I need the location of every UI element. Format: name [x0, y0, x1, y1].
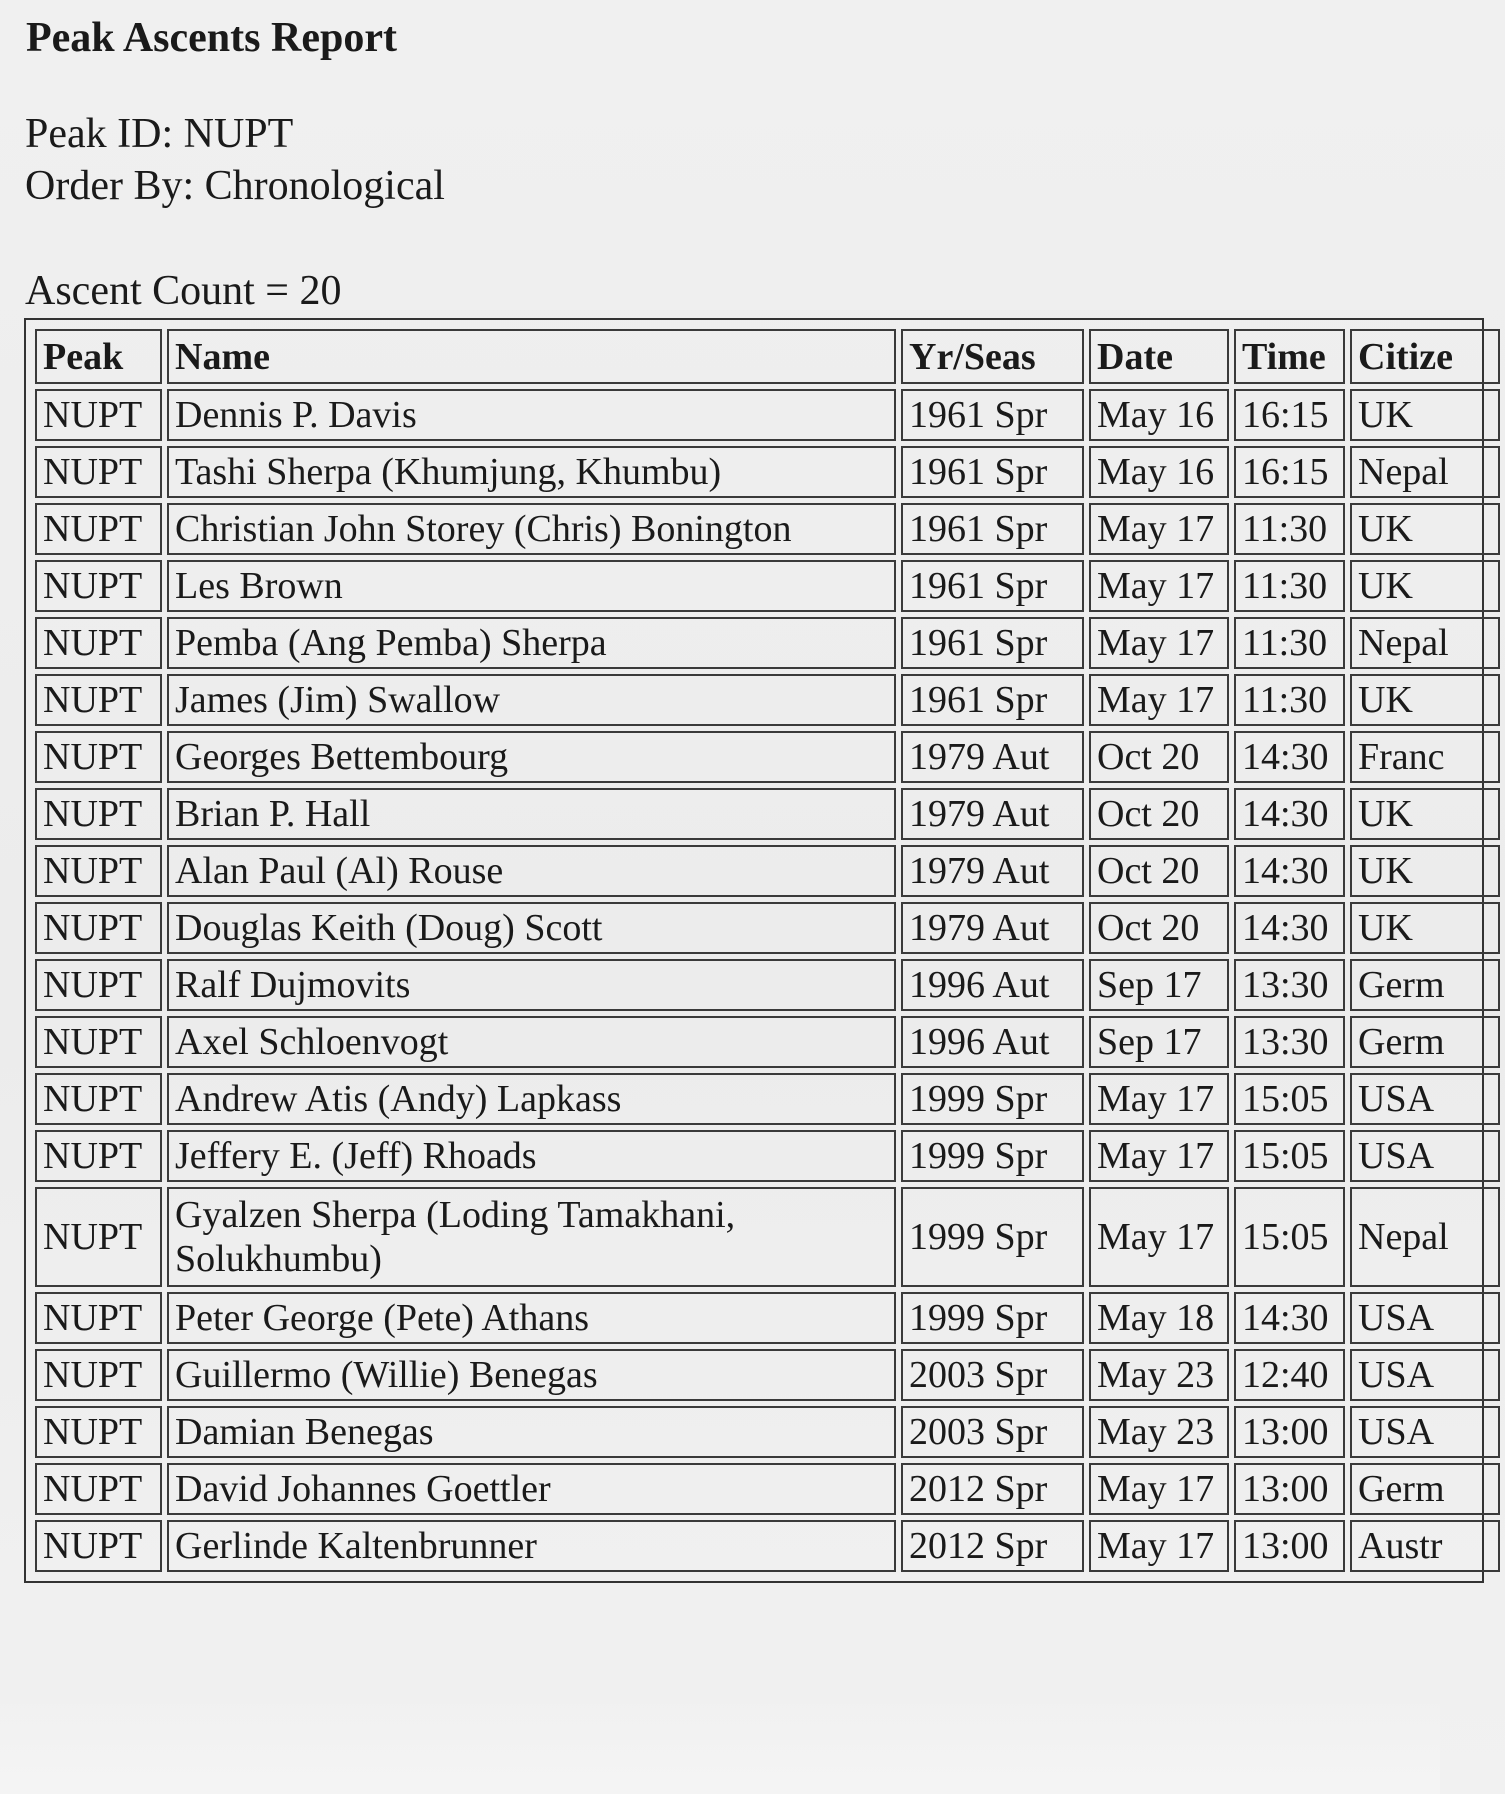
cell-date: Oct 20 — [1089, 788, 1229, 840]
table-header-row — [35, 329, 1500, 384]
cell-yr-seas: 1979 Aut — [901, 902, 1084, 954]
cell-time: 14:30 — [1234, 788, 1345, 840]
cell-date: May 17 — [1089, 674, 1229, 726]
cell-peak: NUPT — [35, 959, 162, 1011]
cell-date: May 23 — [1089, 1349, 1229, 1401]
cell-name: Alan Paul (Al) Rouse — [167, 845, 896, 897]
cell-citizenship: USA — [1350, 1349, 1500, 1401]
table-row — [35, 674, 1500, 726]
cell-time: 14:30 — [1234, 731, 1345, 783]
header-citizenship: Citize — [1350, 329, 1500, 384]
header-yr-seas: Yr/Seas — [901, 329, 1084, 384]
cell-peak: NUPT — [35, 389, 162, 441]
report-title: Peak Ascents Report — [26, 15, 397, 61]
cell-yr-seas: 1996 Aut — [901, 1016, 1084, 1068]
cell-peak: NUPT — [35, 1463, 162, 1515]
cell-yr-seas: 1961 Spr — [901, 446, 1084, 498]
cell-peak: NUPT — [35, 617, 162, 669]
cell-time: 16:15 — [1234, 446, 1345, 498]
cell-name: David Johannes Goettler — [167, 1463, 896, 1515]
ascent-count-line: Ascent Count = 20 — [25, 268, 342, 314]
cell-citizenship: UK — [1350, 788, 1500, 840]
cell-citizenship: Austr — [1350, 1520, 1500, 1572]
cell-name: Andrew Atis (Andy) Lapkass — [167, 1073, 896, 1125]
cell-citizenship: UK — [1350, 389, 1500, 441]
cell-yr-seas: 1979 Aut — [901, 845, 1084, 897]
header-date: Date — [1089, 329, 1229, 384]
cell-yr-seas: 1961 Spr — [901, 560, 1084, 612]
cell-citizenship: Nepal — [1350, 617, 1500, 669]
cell-yr-seas: 1996 Aut — [901, 959, 1084, 1011]
table-row — [35, 446, 1500, 498]
cell-date: May 17 — [1089, 1073, 1229, 1125]
cell-yr-seas: 1961 Spr — [901, 389, 1084, 441]
table-row — [35, 1463, 1500, 1515]
cell-time: 11:30 — [1234, 560, 1345, 612]
header-peak: Peak — [35, 329, 162, 384]
cell-citizenship: UK — [1350, 503, 1500, 555]
cell-time: 13:30 — [1234, 1016, 1345, 1068]
cell-time: 11:30 — [1234, 617, 1345, 669]
cell-date: May 17 — [1089, 1463, 1229, 1515]
table-row — [35, 1292, 1500, 1344]
cell-date: May 23 — [1089, 1406, 1229, 1458]
cell-name: Guillermo (Willie) Benegas — [167, 1349, 896, 1401]
cell-date: Oct 20 — [1089, 902, 1229, 954]
cell-name: Georges Bettembourg — [167, 731, 896, 783]
cell-time: 11:30 — [1234, 674, 1345, 726]
cell-name: Jeffery E. (Jeff) Rhoads — [167, 1130, 896, 1182]
cell-citizenship: Franc — [1350, 731, 1500, 783]
cell-citizenship: Germ — [1350, 1016, 1500, 1068]
cell-yr-seas: 1999 Spr — [901, 1187, 1084, 1287]
cell-citizenship: USA — [1350, 1073, 1500, 1125]
cell-name: Gerlinde Kaltenbrunner — [167, 1520, 896, 1572]
cell-yr-seas: 2012 Spr — [901, 1463, 1084, 1515]
cell-time: 13:00 — [1234, 1520, 1345, 1572]
cell-name: Gyalzen Sherpa (Loding Tamakhani, Solukhumbu) — [167, 1187, 896, 1287]
table-row — [35, 1406, 1500, 1458]
cell-citizenship: USA — [1350, 1130, 1500, 1182]
cell-citizenship: Nepal — [1350, 1187, 1500, 1287]
cell-peak: NUPT — [35, 1130, 162, 1182]
cell-peak: NUPT — [35, 731, 162, 783]
cell-citizenship: Nepal — [1350, 446, 1500, 498]
cell-peak: NUPT — [35, 446, 162, 498]
cell-date: May 17 — [1089, 560, 1229, 612]
cell-time: 14:30 — [1234, 1292, 1345, 1344]
cell-peak: NUPT — [35, 845, 162, 897]
table-row — [35, 788, 1500, 840]
cell-peak: NUPT — [35, 1187, 162, 1287]
header-name: Name — [167, 329, 896, 384]
table-row — [35, 1130, 1500, 1182]
cell-yr-seas: 1999 Spr — [901, 1130, 1084, 1182]
cell-time: 15:05 — [1234, 1187, 1345, 1287]
cell-time: 14:30 — [1234, 845, 1345, 897]
cell-yr-seas: 1999 Spr — [901, 1292, 1084, 1344]
order-by-line: Order By: Chronological — [25, 163, 445, 209]
table-row — [35, 560, 1500, 612]
cell-peak: NUPT — [35, 1349, 162, 1401]
cell-time: 11:30 — [1234, 503, 1345, 555]
cell-name: Christian John Storey (Chris) Bonington — [167, 503, 896, 555]
cell-citizenship: Germ — [1350, 959, 1500, 1011]
cell-yr-seas: 2012 Spr — [901, 1520, 1084, 1572]
cell-peak: NUPT — [35, 1016, 162, 1068]
table-row — [35, 845, 1500, 897]
cell-name: Dennis P. Davis — [167, 389, 896, 441]
table-row — [35, 617, 1500, 669]
cell-time: 15:05 — [1234, 1073, 1345, 1125]
table-row — [35, 1187, 1500, 1287]
cell-date: Oct 20 — [1089, 845, 1229, 897]
peak-id-line: Peak ID: NUPT — [25, 111, 294, 157]
table-row — [35, 902, 1500, 954]
cell-peak: NUPT — [35, 560, 162, 612]
cell-time: 13:00 — [1234, 1463, 1345, 1515]
cell-time: 13:30 — [1234, 959, 1345, 1011]
cell-time: 16:15 — [1234, 389, 1345, 441]
cell-citizenship: UK — [1350, 845, 1500, 897]
cell-citizenship: Germ — [1350, 1463, 1500, 1515]
cell-date: Sep 17 — [1089, 959, 1229, 1011]
cell-date: May 16 — [1089, 389, 1229, 441]
cell-name: Pemba (Ang Pemba) Sherpa — [167, 617, 896, 669]
cell-date: Sep 17 — [1089, 1016, 1229, 1068]
cell-peak: NUPT — [35, 674, 162, 726]
cell-yr-seas: 2003 Spr — [901, 1406, 1084, 1458]
page-bottom-margin — [0, 1700, 1440, 1794]
cell-date: May 17 — [1089, 1187, 1229, 1287]
cell-time: 14:30 — [1234, 902, 1345, 954]
cell-citizenship: USA — [1350, 1292, 1500, 1344]
cell-time: 15:05 — [1234, 1130, 1345, 1182]
cell-date: May 18 — [1089, 1292, 1229, 1344]
table-row — [35, 731, 1500, 783]
header-time: Time — [1234, 329, 1345, 384]
cell-yr-seas: 1999 Spr — [901, 1073, 1084, 1125]
table-row — [35, 503, 1500, 555]
cell-peak: NUPT — [35, 1292, 162, 1344]
cell-yr-seas: 1961 Spr — [901, 503, 1084, 555]
cell-citizenship: UK — [1350, 674, 1500, 726]
cell-citizenship: UK — [1350, 560, 1500, 612]
cell-date: May 17 — [1089, 503, 1229, 555]
cell-date: Oct 20 — [1089, 731, 1229, 783]
cell-yr-seas: 1979 Aut — [901, 788, 1084, 840]
cell-name: Damian Benegas — [167, 1406, 896, 1458]
cell-name: Axel Schloenvogt — [167, 1016, 896, 1068]
cell-citizenship: USA — [1350, 1406, 1500, 1458]
cell-name: Ralf Dujmovits — [167, 959, 896, 1011]
cell-peak: NUPT — [35, 902, 162, 954]
cell-yr-seas: 1961 Spr — [901, 674, 1084, 726]
table-row — [35, 1349, 1500, 1401]
ascents-table-frame — [24, 318, 1484, 1583]
cell-peak: NUPT — [35, 1406, 162, 1458]
cell-date: May 17 — [1089, 617, 1229, 669]
cell-time: 12:40 — [1234, 1349, 1345, 1401]
cell-citizenship: UK — [1350, 902, 1500, 954]
table-row — [35, 389, 1500, 441]
cell-name: Tashi Sherpa (Khumjung, Khumbu) — [167, 446, 896, 498]
cell-name: Douglas Keith (Doug) Scott — [167, 902, 896, 954]
cell-peak: NUPT — [35, 503, 162, 555]
cell-name: Peter George (Pete) Athans — [167, 1292, 896, 1344]
cell-yr-seas: 2003 Spr — [901, 1349, 1084, 1401]
cell-name: James (Jim) Swallow — [167, 674, 896, 726]
ascents-table — [30, 324, 1505, 1577]
table-row — [35, 1073, 1500, 1125]
cell-peak: NUPT — [35, 1073, 162, 1125]
cell-time: 13:00 — [1234, 1406, 1345, 1458]
table-row — [35, 1520, 1500, 1572]
cell-peak: NUPT — [35, 788, 162, 840]
cell-name: Brian P. Hall — [167, 788, 896, 840]
cell-yr-seas: 1979 Aut — [901, 731, 1084, 783]
cell-name: Les Brown — [167, 560, 896, 612]
cell-date: May 17 — [1089, 1130, 1229, 1182]
cell-yr-seas: 1961 Spr — [901, 617, 1084, 669]
cell-date: May 17 — [1089, 1520, 1229, 1572]
table-row — [35, 1016, 1500, 1068]
table-row — [35, 959, 1500, 1011]
cell-date: May 16 — [1089, 446, 1229, 498]
cell-peak: NUPT — [35, 1520, 162, 1572]
